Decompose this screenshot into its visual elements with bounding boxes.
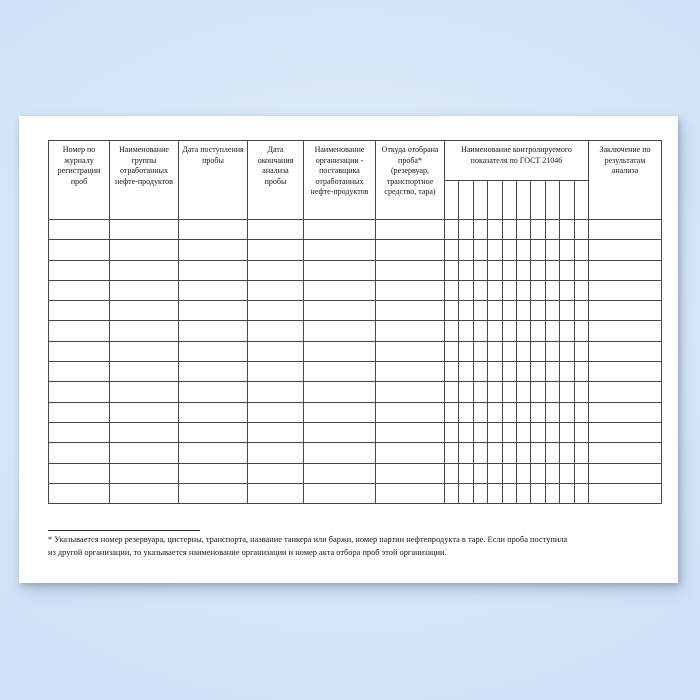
empty-form-cell [179, 422, 248, 442]
empty-form-cell [110, 220, 179, 240]
empty-form-cell [516, 301, 530, 321]
empty-form-cell [445, 463, 459, 483]
empty-form-cell [588, 260, 661, 280]
empty-form-cell [560, 220, 574, 240]
empty-form-cell [376, 220, 445, 240]
empty-form-cell [560, 422, 574, 442]
empty-form-cell [560, 483, 574, 503]
empty-form-cell [545, 463, 559, 483]
empty-form-cell [304, 483, 376, 503]
empty-form-cell [502, 362, 516, 382]
empty-form-cell [376, 463, 445, 483]
empty-form-cell [179, 483, 248, 503]
empty-form-cell [179, 402, 248, 422]
empty-form-cell [248, 463, 304, 483]
empty-form-cell [49, 463, 110, 483]
table-row [49, 220, 662, 240]
empty-form-cell [445, 443, 459, 463]
empty-form-cell [488, 220, 502, 240]
empty-form-cell [531, 341, 545, 361]
empty-form-cell [588, 341, 661, 361]
table-row [49, 443, 662, 463]
empty-form-cell [588, 362, 661, 382]
empty-form-cell [574, 280, 588, 300]
table-row [49, 382, 662, 402]
empty-form-cell [502, 260, 516, 280]
empty-form-cell [304, 402, 376, 422]
empty-form-cell [110, 362, 179, 382]
empty-form-cell [179, 321, 248, 341]
empty-form-cell [49, 443, 110, 463]
empty-form-cell [445, 382, 459, 402]
empty-form-cell [488, 280, 502, 300]
empty-form-cell [588, 220, 661, 240]
empty-form-cell [304, 443, 376, 463]
empty-form-cell [110, 301, 179, 321]
empty-form-cell [473, 301, 487, 321]
empty-form-cell [376, 321, 445, 341]
empty-form-cell [248, 362, 304, 382]
table-row [49, 260, 662, 280]
document-page [19, 116, 678, 583]
empty-form-cell [488, 341, 502, 361]
empty-form-cell [445, 402, 459, 422]
empty-form-cell [560, 341, 574, 361]
empty-form-cell [488, 463, 502, 483]
empty-form-cell [502, 220, 516, 240]
empty-form-cell [110, 280, 179, 300]
empty-form-cell [516, 382, 530, 402]
empty-form-cell [473, 422, 487, 442]
gost-indicator-subcolumn-cell [574, 181, 588, 220]
empty-form-cell [304, 382, 376, 402]
table-row [49, 362, 662, 382]
empty-form-cell [248, 321, 304, 341]
empty-form-cell [473, 463, 487, 483]
empty-form-cell [516, 463, 530, 483]
gost-indicator-subcolumn-cell [502, 181, 516, 220]
table-row [49, 402, 662, 422]
empty-form-cell [488, 422, 502, 442]
empty-form-cell [376, 301, 445, 321]
empty-form-cell [459, 280, 473, 300]
empty-form-cell [502, 341, 516, 361]
empty-form-cell [49, 382, 110, 402]
empty-form-cell [459, 422, 473, 442]
empty-form-cell [110, 240, 179, 260]
empty-form-cell [110, 341, 179, 361]
empty-form-cell [574, 240, 588, 260]
column-header-date-analysis-finished: Дата окончания анализа пробы [248, 141, 304, 220]
empty-form-cell [248, 483, 304, 503]
empty-form-cell [110, 402, 179, 422]
empty-form-cell [531, 301, 545, 321]
empty-form-cell [445, 483, 459, 503]
empty-form-cell [179, 260, 248, 280]
empty-form-cell [248, 260, 304, 280]
table-row [49, 422, 662, 442]
empty-form-cell [376, 382, 445, 402]
empty-form-cell [304, 260, 376, 280]
empty-form-cell [502, 321, 516, 341]
empty-form-cell [473, 402, 487, 422]
empty-form-cell [545, 321, 559, 341]
empty-form-cell [304, 280, 376, 300]
empty-form-cell [445, 341, 459, 361]
empty-form-cell [545, 443, 559, 463]
empty-form-cell [488, 301, 502, 321]
empty-form-cell [588, 321, 661, 341]
empty-form-cell [179, 463, 248, 483]
column-header-supplier-organization: Наименование организации - поставщика отработанных нефте-продуктов [304, 141, 376, 220]
empty-form-cell [473, 260, 487, 280]
empty-form-cell [304, 220, 376, 240]
empty-form-cell [588, 422, 661, 442]
empty-form-cell [248, 301, 304, 321]
empty-form-cell [502, 422, 516, 442]
empty-form-cell [545, 422, 559, 442]
empty-form-cell [49, 422, 110, 442]
empty-form-cell [459, 402, 473, 422]
sample-registration-table [48, 140, 662, 504]
empty-form-cell [531, 260, 545, 280]
empty-form-cell [110, 422, 179, 442]
empty-form-cell [248, 341, 304, 361]
empty-form-cell [516, 321, 530, 341]
empty-form-cell [110, 260, 179, 280]
empty-form-cell [459, 463, 473, 483]
empty-form-cell [531, 422, 545, 442]
empty-form-cell [516, 341, 530, 361]
empty-form-cell [545, 341, 559, 361]
empty-form-cell [110, 443, 179, 463]
empty-form-cell [459, 240, 473, 260]
empty-form-cell [49, 220, 110, 240]
empty-form-cell [560, 402, 574, 422]
empty-form-cell [574, 463, 588, 483]
gost-indicator-subcolumn-cell [459, 181, 473, 220]
empty-form-cell [531, 362, 545, 382]
empty-form-cell [459, 341, 473, 361]
empty-form-cell [531, 483, 545, 503]
empty-form-cell [560, 321, 574, 341]
empty-form-cell [473, 362, 487, 382]
empty-form-cell [110, 321, 179, 341]
empty-form-cell [588, 402, 661, 422]
gost-indicator-subcolumn-cell [473, 181, 487, 220]
footnote [48, 533, 648, 559]
empty-form-cell [376, 483, 445, 503]
empty-form-cell [516, 220, 530, 240]
footnote-line-2: из другой организации, то указывается наименование организации и номер акта отбора проб этой организации. [48, 548, 447, 557]
empty-form-cell [574, 422, 588, 442]
empty-form-cell [502, 483, 516, 503]
empty-form-cell [110, 382, 179, 402]
empty-form-cell [49, 260, 110, 280]
empty-form-cell [473, 280, 487, 300]
empty-form-cell [574, 260, 588, 280]
empty-form-cell [545, 483, 559, 503]
empty-form-cell [545, 382, 559, 402]
empty-form-cell [574, 341, 588, 361]
empty-form-cell [179, 240, 248, 260]
empty-form-cell [560, 260, 574, 280]
empty-form-cell [560, 443, 574, 463]
empty-form-cell [49, 321, 110, 341]
empty-form-cell [376, 341, 445, 361]
table-row [49, 321, 662, 341]
empty-form-cell [459, 220, 473, 240]
empty-form-cell [502, 402, 516, 422]
empty-form-cell [248, 402, 304, 422]
empty-form-cell [248, 443, 304, 463]
table-row [49, 240, 662, 260]
empty-form-cell [445, 220, 459, 240]
empty-form-cell [445, 422, 459, 442]
empty-form-cell [588, 443, 661, 463]
empty-form-cell [516, 362, 530, 382]
empty-form-cell [531, 443, 545, 463]
empty-form-cell [179, 443, 248, 463]
empty-form-cell [574, 382, 588, 402]
empty-form-cell [545, 220, 559, 240]
table-row [49, 341, 662, 361]
empty-form-cell [560, 301, 574, 321]
empty-form-cell [459, 301, 473, 321]
empty-form-cell [304, 341, 376, 361]
empty-form-cell [445, 240, 459, 260]
empty-form-cell [488, 240, 502, 260]
footnote-separator-line [48, 530, 200, 531]
empty-form-cell [473, 220, 487, 240]
empty-form-cell [49, 483, 110, 503]
empty-form-cell [488, 443, 502, 463]
empty-form-cell [516, 443, 530, 463]
column-header-date-received: Дата поступления пробы [179, 141, 248, 220]
empty-form-cell [304, 240, 376, 260]
empty-form-cell [574, 402, 588, 422]
empty-form-cell [488, 321, 502, 341]
empty-form-cell [574, 321, 588, 341]
header-row-top [49, 141, 662, 181]
empty-form-cell [531, 402, 545, 422]
column-header-product-group: Наименование группы отработанных нефте-продуктов [110, 141, 179, 220]
empty-form-cell [473, 321, 487, 341]
empty-form-cell [488, 382, 502, 402]
empty-form-cell [488, 260, 502, 280]
empty-form-cell [574, 443, 588, 463]
empty-form-cell [502, 280, 516, 300]
empty-form-cell [473, 382, 487, 402]
empty-form-cell [588, 280, 661, 300]
empty-form-cell [49, 341, 110, 361]
empty-form-cell [110, 483, 179, 503]
empty-form-cell [445, 260, 459, 280]
empty-form-cell [376, 443, 445, 463]
empty-form-cell [588, 483, 661, 503]
empty-form-cell [588, 382, 661, 402]
empty-form-cell [560, 463, 574, 483]
empty-form-cell [49, 280, 110, 300]
empty-form-cell [502, 443, 516, 463]
empty-form-cell [445, 280, 459, 300]
empty-form-cell [445, 362, 459, 382]
column-header-gost-indicators-group: Наименование контролируемого показателя по ГОСТ 21046 [445, 141, 589, 181]
table-row [49, 463, 662, 483]
empty-form-cell [179, 382, 248, 402]
gost-indicator-subcolumn-cell [516, 181, 530, 220]
empty-form-cell [304, 362, 376, 382]
empty-form-cell [502, 382, 516, 402]
empty-form-cell [248, 240, 304, 260]
empty-form-cell [459, 382, 473, 402]
empty-form-cell [473, 443, 487, 463]
empty-form-cell [459, 321, 473, 341]
empty-form-cell [574, 362, 588, 382]
empty-form-cell [531, 382, 545, 402]
empty-form-cell [445, 301, 459, 321]
empty-form-cell [516, 240, 530, 260]
gost-indicator-subcolumn-cell [531, 181, 545, 220]
empty-form-cell [545, 260, 559, 280]
empty-form-cell [304, 422, 376, 442]
empty-form-cell [49, 240, 110, 260]
empty-form-cell [376, 260, 445, 280]
table-row [49, 483, 662, 503]
empty-form-cell [560, 362, 574, 382]
empty-form-cell [588, 240, 661, 260]
empty-form-cell [49, 362, 110, 382]
empty-form-cell [545, 362, 559, 382]
empty-form-cell [179, 362, 248, 382]
empty-form-cell [248, 382, 304, 402]
empty-form-cell [560, 280, 574, 300]
empty-form-cell [248, 220, 304, 240]
empty-form-cell [588, 301, 661, 321]
empty-form-cell [179, 301, 248, 321]
empty-form-cell [516, 402, 530, 422]
empty-form-cell [304, 463, 376, 483]
empty-form-cell [179, 280, 248, 300]
empty-form-cell [49, 402, 110, 422]
empty-form-cell [376, 422, 445, 442]
empty-form-cell [588, 463, 661, 483]
empty-form-cell [376, 240, 445, 260]
empty-form-cell [110, 463, 179, 483]
empty-form-cell [574, 220, 588, 240]
empty-form-cell [304, 301, 376, 321]
empty-form-cell [516, 260, 530, 280]
empty-form-cell [488, 402, 502, 422]
empty-form-cell [516, 422, 530, 442]
empty-form-cell [516, 280, 530, 300]
empty-form-cell [179, 220, 248, 240]
empty-form-cell [376, 280, 445, 300]
empty-form-cell [445, 321, 459, 341]
table-row [49, 280, 662, 300]
empty-form-cell [516, 483, 530, 503]
empty-form-cell [531, 463, 545, 483]
empty-form-cell [545, 402, 559, 422]
empty-form-cell [473, 483, 487, 503]
empty-form-cell [502, 301, 516, 321]
empty-form-cell [560, 240, 574, 260]
empty-form-cell [545, 240, 559, 260]
empty-form-cell [49, 301, 110, 321]
gost-indicator-subcolumn-cell [560, 181, 574, 220]
empty-form-cell [502, 463, 516, 483]
empty-form-cell [459, 483, 473, 503]
empty-form-cell [545, 301, 559, 321]
empty-form-cell [473, 240, 487, 260]
column-header-sample-number: Номер по журналу регистрации проб [49, 141, 110, 220]
table-body [49, 220, 662, 504]
gost-indicator-subcolumn-cell [488, 181, 502, 220]
empty-form-cell [248, 280, 304, 300]
empty-form-cell [531, 220, 545, 240]
empty-form-cell [459, 443, 473, 463]
empty-form-cell [179, 341, 248, 361]
empty-form-cell [545, 280, 559, 300]
empty-form-cell [531, 321, 545, 341]
empty-form-cell [473, 341, 487, 361]
empty-form-cell [502, 240, 516, 260]
empty-form-cell [531, 240, 545, 260]
empty-form-cell [376, 402, 445, 422]
gost-indicator-subcolumn-cell [545, 181, 559, 220]
column-header-sample-source: Откуда отобрана проба* (резервуар, транспортное средство, тара) [376, 141, 445, 220]
empty-form-cell [574, 483, 588, 503]
empty-form-cell [531, 280, 545, 300]
empty-form-cell [376, 362, 445, 382]
empty-form-cell [488, 483, 502, 503]
gost-indicator-subcolumn-cell [445, 181, 459, 220]
empty-form-cell [304, 321, 376, 341]
empty-form-cell [459, 260, 473, 280]
empty-form-cell [459, 362, 473, 382]
empty-form-cell [488, 362, 502, 382]
empty-form-cell [248, 422, 304, 442]
footnote-line-1: * Указывается номер резервуара, цистерны, транспорта, название танкера или баржи, номер партии нефтепродукта в таре. Если проба поступила [48, 535, 568, 544]
table-header [49, 141, 662, 220]
column-header-conclusion: Заключение по результатам анализа [588, 141, 661, 220]
empty-form-cell [560, 382, 574, 402]
empty-form-cell [574, 301, 588, 321]
table-row [49, 301, 662, 321]
